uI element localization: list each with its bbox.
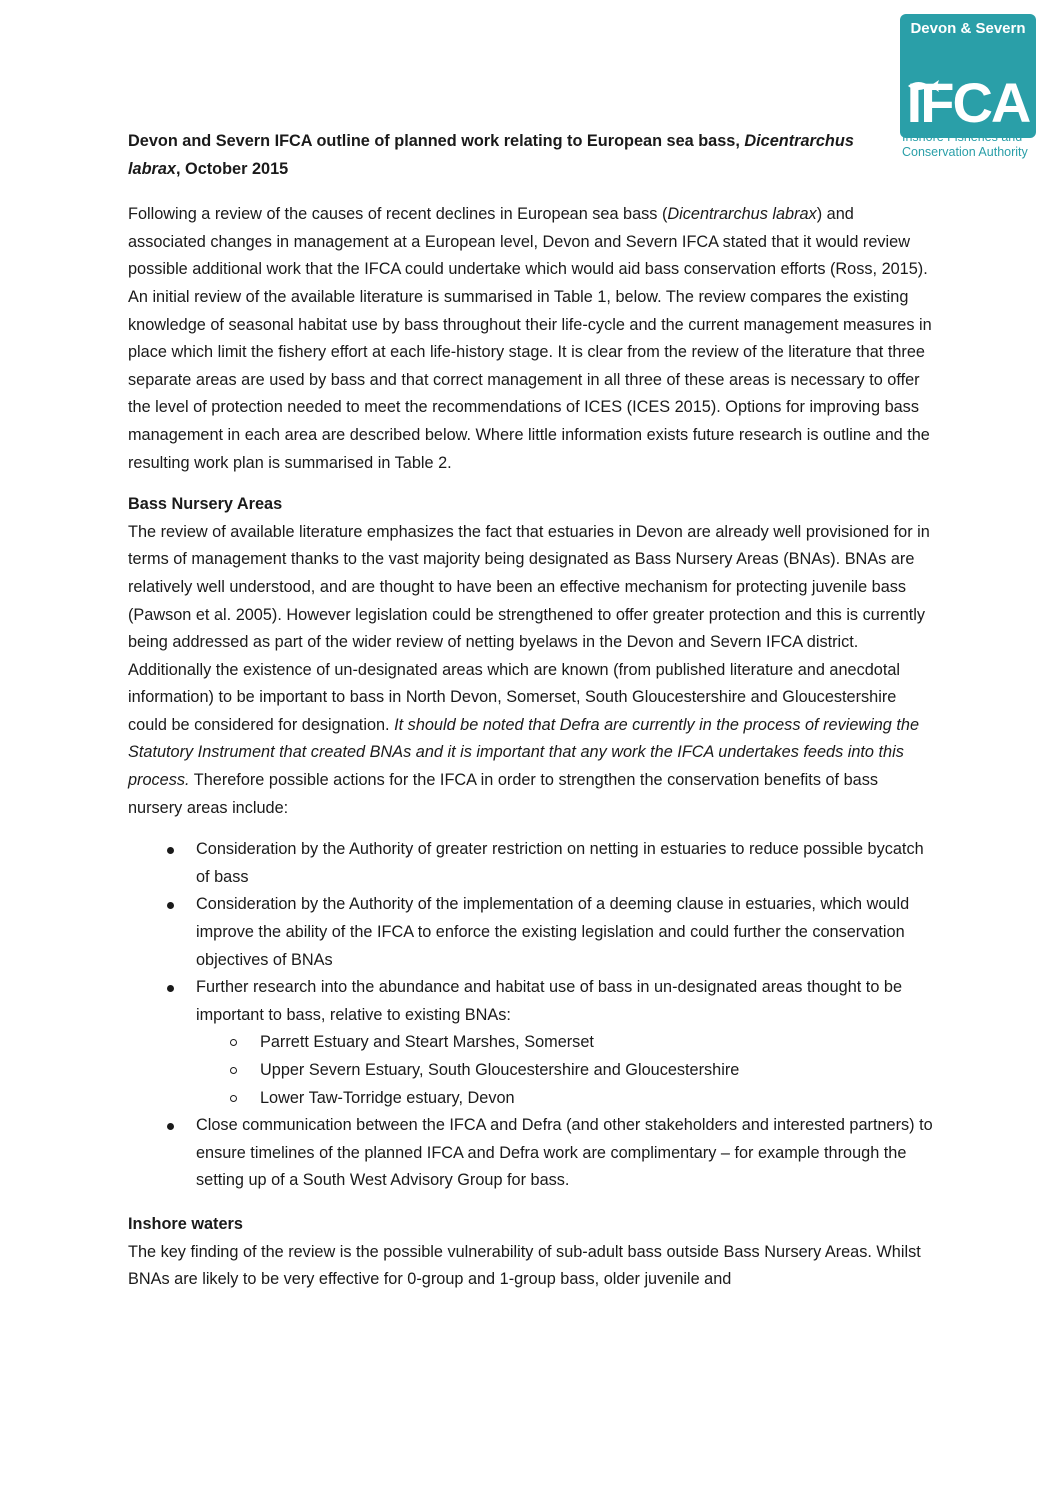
section-inshore xyxy=(128,1211,936,1294)
nursery-text1: The review of available literature emphasizes the fact that estuaries in Devon are already well provisioned for in terms of management thanks to the vast majority being designated as Bass Nursery Areas (BNAs). BNAs are relatively well understood, and are thought to have been an effective mechanism for protecting juvenile bass (Pawson et al. 2005). However legislation could be strengthened to offer greater protection and this is currently being addressed as part of the wider review of netting byelaws in the Devon and Severn IFCA district. Additionally the existence of un-designated areas which are known (from published literature and anecdotal information) to be important to bass in North Devon, Somerset, South Gloucestershire and Gloucestershire could be considered for designation. xyxy=(128,522,930,734)
list-item: Consideration by the Authority of the implementation of a deeming clause in estuaries, which would improve the ability of the IFCA to enforce the existing legislation and could further the conservation objectives of BNAs xyxy=(196,891,936,974)
logo-top-text: Devon & Severn xyxy=(900,14,1036,44)
sub-list-item: Upper Severn Estuary, South Gloucestershire and Gloucestershire xyxy=(260,1057,936,1085)
logo-block xyxy=(900,44,1036,138)
list-item xyxy=(196,974,936,1112)
logo-subtitle-line2: Conservation Authority xyxy=(902,145,1028,159)
logo-letters: IFCA xyxy=(906,71,1030,134)
document-title xyxy=(128,128,908,183)
document-body xyxy=(128,128,936,1308)
nursery-bullet-list xyxy=(128,836,936,1195)
inshore-paragraph: The key finding of the review is the possible vulnerability of sub-adult bass outside Bass Nursery Areas. Whilst BNAs are likely to be very effective for 0-group and 1-group bass, older juvenile and xyxy=(128,1242,921,1289)
sub-list-item: Lower Taw-Torridge estuary, Devon xyxy=(260,1085,936,1113)
list-item: Consideration by the Authority of greater restriction on netting in estuaries to reduce possible bycatch of bass xyxy=(196,836,936,891)
nursery-paragraph xyxy=(128,519,936,823)
nursery-text2: Therefore possible actions for the IFCA in order to strengthen the conservation benefits of bass nursery areas include: xyxy=(128,771,878,817)
sub-bullet-list xyxy=(196,1029,936,1112)
title-part1: Devon and Severn IFCA outline of planned work relating to European sea bass, xyxy=(128,132,745,150)
list-item-text: Further research into the abundance and habitat use of bass in un-designated areas thought to be important to bass, relative to existing BNAs: xyxy=(196,978,903,1024)
intro-paragraph xyxy=(128,201,936,477)
sub-list-item: Parrett Estuary and Steart Marshes, Somerset xyxy=(260,1029,936,1057)
section-nursery xyxy=(128,491,936,1195)
section-heading-nursery: Bass Nursery Areas xyxy=(128,495,283,514)
section-heading-inshore: Inshore waters xyxy=(128,1214,243,1233)
title-part2: , October 2015 xyxy=(175,159,289,178)
intro-species: Dicentrarchus labrax xyxy=(667,205,817,224)
intro-part2: ) and associated changes in management at a European level, Devon and Severn IFCA stated that it would review possible additional work that the IFCA could undertake which would aid bass conservation efforts (Ross, 2015). An initial review of the available literature is summarised in Table 1, below. The review compares the existing knowledge of seasonal habitat use by bass throughout their life-cycle and the current management measures in place which limit the fishery effort at each life-history stage. It is clear from the review of the literature that three separate areas are used by bass and that correct management in all three of these areas is necessary to offer the level of protection needed to meet the recommendations of ICES (ICES 2015). Options for improving bass management in each area are described below. Where little information exists future research is outline and the resulting work plan is summarised in Table 2. xyxy=(128,205,932,472)
logo-subtitle-line1: Inshore Fisheries and xyxy=(902,130,1023,144)
intro-part1: Following a review of the causes of recent declines in European sea bass ( xyxy=(128,205,668,224)
list-item: Close communication between the IFCA and Defra (and other stakeholders and interested partners) to ensure timelines of the planned IFCA and Defra work are complimentary – for example through the setting up of a South West Advisory Group for bass. xyxy=(196,1112,936,1195)
nursery-italic-note: It should be noted that Defra are currently in the process of reviewing the Statutory Instrument that created BNAs and it is important that any work the IFCA undertakes feeds into this process. xyxy=(128,715,920,790)
title-species: Dicentrarchus labrax xyxy=(128,132,854,178)
